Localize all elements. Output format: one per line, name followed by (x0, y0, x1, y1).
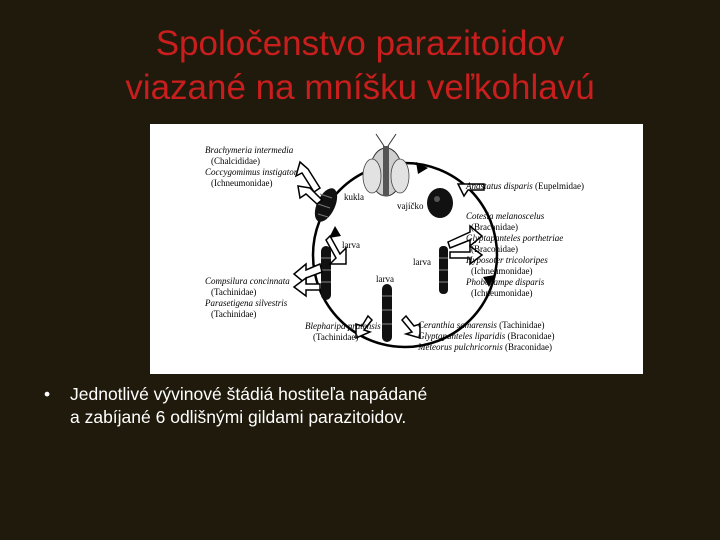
parasitoid-species: Hyposoter tricoloripes (466, 255, 548, 265)
parasitoid-species: Brachymeria intermedia (205, 145, 294, 155)
parasitoid-family: (Ichneumonidae) (471, 288, 533, 298)
parasitoid-family: (Ichneumonidae) (211, 178, 273, 188)
parasitoid-family: (Eupelmidae) (535, 181, 584, 191)
life-cycle-figure (150, 124, 643, 374)
parasitoid-species: Cotesia melanoscelus (466, 211, 545, 221)
parasitoid-species: Glyptapanteles liparidis (418, 331, 506, 341)
bullet-text-line-2: a zabíjané 6 odlišnými gildami parazitoidov. (70, 407, 407, 427)
larva-bottom-icon (382, 284, 392, 342)
parasitoid-bottom-right-entry (418, 320, 545, 331)
parasitoid-species: Meteorus pulchricornis (418, 342, 503, 352)
parasitoid-family: (Tachinidae) (211, 309, 257, 319)
egg-mass-icon (427, 188, 453, 218)
larva-left-icon (321, 246, 331, 300)
parasitoid-family: (Chalcididae) (211, 156, 260, 166)
slide-title (0, 22, 720, 110)
parasitoid-species: Glyptapanteles porthetriae (466, 233, 564, 243)
parasitoid-species: Blepharipa pratensis (305, 321, 381, 331)
parasitoid-family: (Ichneumonidae) (471, 266, 533, 276)
bullet-text-line-1: Jednotlivé vývinové štádiá hostiteľa napádané (70, 384, 428, 404)
stage-label-larva-bottom: larva (376, 274, 394, 284)
larva-right-icon (439, 246, 448, 294)
parasitoid-family: (Braconidae) (505, 342, 552, 352)
parasitoid-species: Coccygomimus instigator (205, 167, 298, 177)
stage-label-pupa: kukla (344, 192, 364, 202)
parasitoid-family: (Braconidae) (471, 244, 518, 254)
slide-title-line-2: viazané na mníšku veľkohlavú (125, 68, 595, 107)
stage-label-larva-left: larva (342, 240, 360, 250)
parasitoid-egg-entry (466, 181, 584, 192)
stage-label-egg: vajíčko (397, 201, 424, 211)
parasitoid-family: (Braconidae) (471, 222, 518, 232)
parasitoid-species: Anastatus disparis (466, 181, 533, 191)
moth-adult-icon (363, 134, 409, 196)
parasitoid-bottom-right-entry (418, 342, 552, 353)
parasitoid-family: (Tachinidae) (313, 332, 359, 342)
parasitoid-family: (Tachinidae) (499, 320, 545, 330)
parasitoid-family: (Braconidae) (507, 331, 555, 341)
stage-label-larva-right: larva (413, 257, 431, 267)
parasitoid-family: (Tachinidae) (211, 287, 257, 297)
bullet-symbol: • (44, 384, 51, 404)
slide-title-line-1: Spoločenstvo parazitoidov (155, 24, 565, 63)
parasitoid-bottom-right-entry (418, 331, 554, 342)
parasitoid-species: Parasetigena silvestris (205, 298, 288, 308)
parasitoid-species: Compsilura concinnata (205, 276, 290, 286)
parasitoid-species: Phobocampe disparis (466, 277, 545, 287)
parasitoid-species: Ceranthia samarensis (418, 320, 497, 330)
